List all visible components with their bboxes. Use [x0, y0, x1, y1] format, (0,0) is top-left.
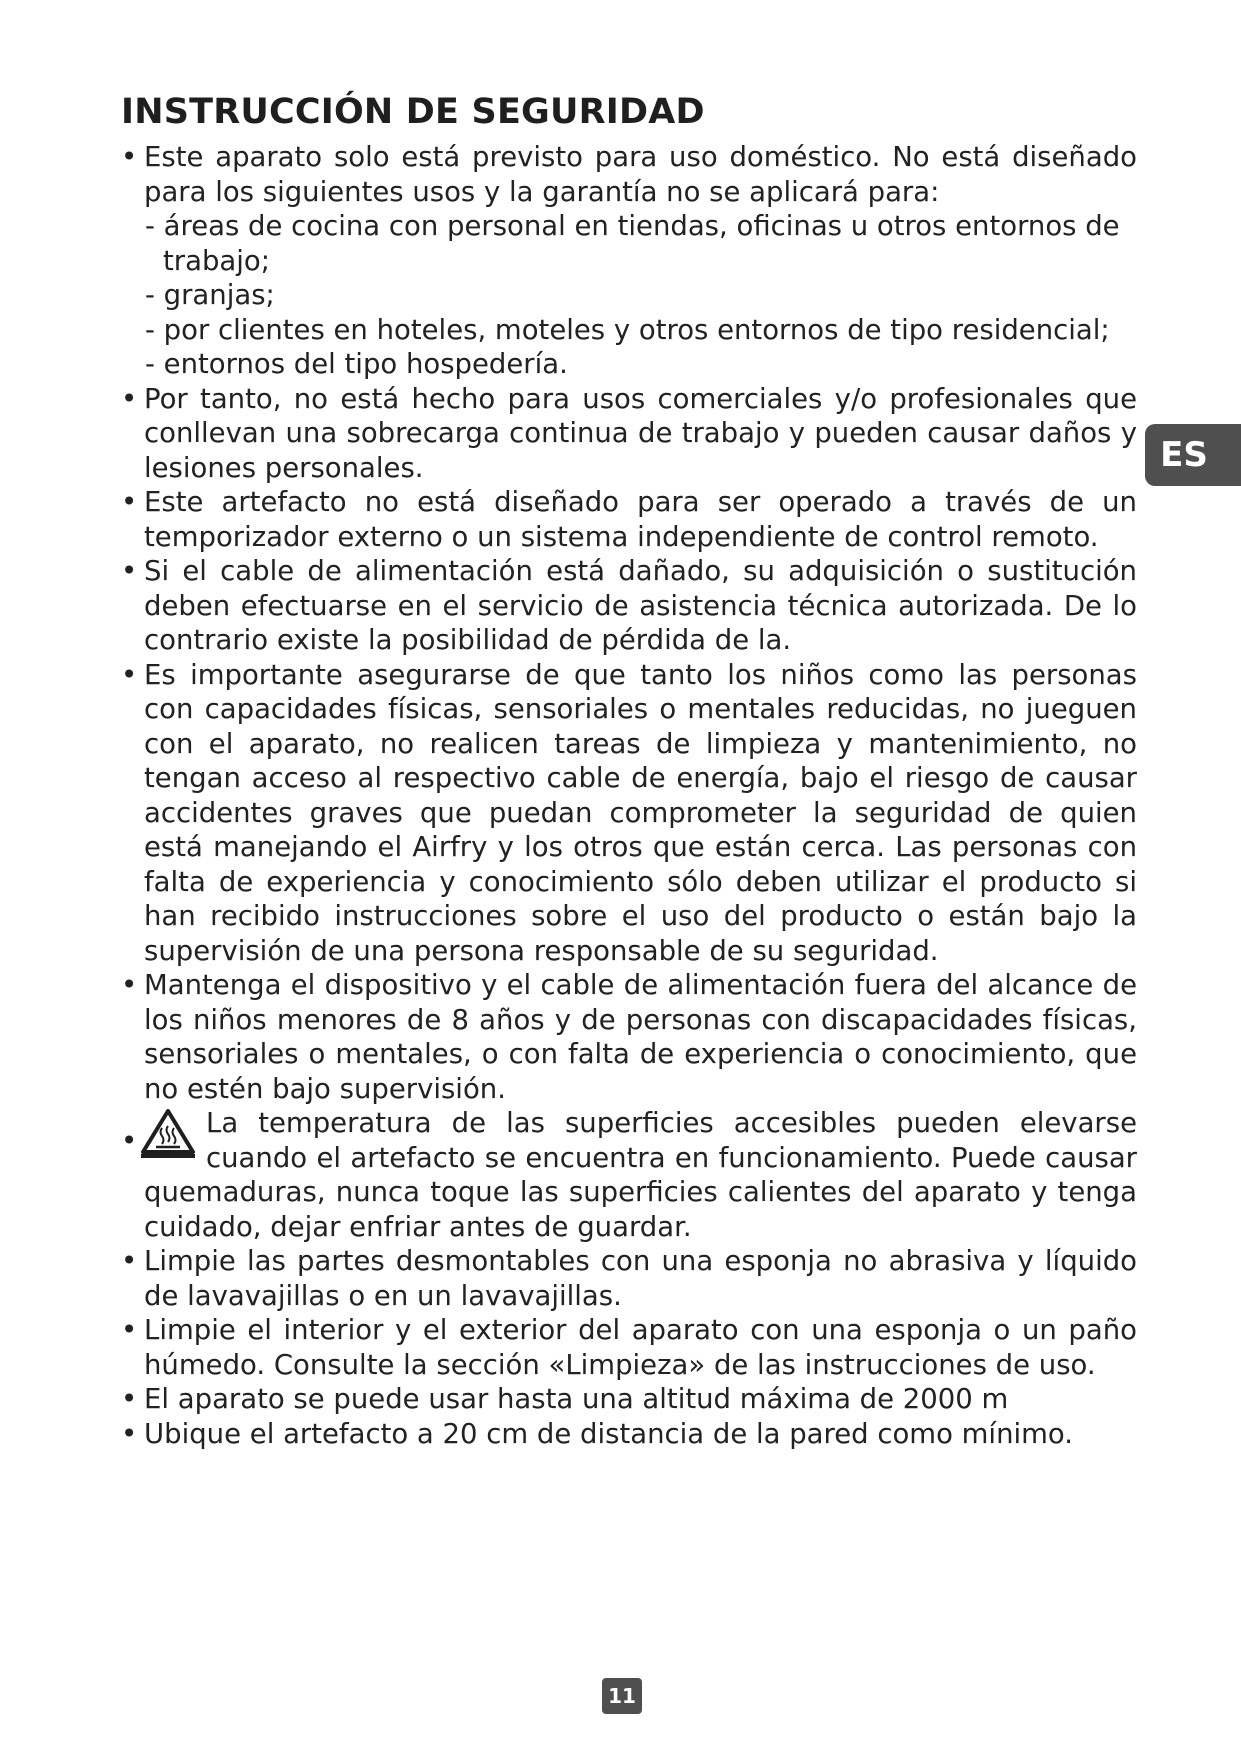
bullet: •	[121, 658, 138, 691]
list-item	[121, 140, 1137, 382]
sub-item: - áreas de cocina con personal en tiendas, oficinas u otros entornos de trabajo;	[145, 210, 1120, 277]
list-item-text: Es importante asegurarse de que tanto los niños como las personas con capacidades físicas, sensoriales o mentales reducidas, no jueguen con el aparato, no realicen tareas de limpieza y mantenimiento, no tengan acceso al respectivo cable de energía, bajo el riesgo de causar accidentes graves que puedan comprometer la seguridad de quien está manejando el Airfry y los otros que están cerca. Las personas con falta de experiencia y conocimiento sólo deben utilizar el producto si han recibido instrucciones sobre el uso del producto o están bajo la supervisión de una persona responsable de su seguridad.	[144, 658, 1137, 967]
language-tab: ES	[1145, 424, 1241, 486]
bullet: •	[121, 1245, 138, 1277]
list-item-text: Si el cable de alimentación está dañado, su adquisición o sustitución deben efectuarse en el servicio de asistencia técnica autorizada. De lo contrario existe la posibilidad de pérdida de la.	[144, 555, 1137, 656]
list-item-text: El aparato se puede usar hasta una altitud máxima de 2000 m	[144, 1383, 1009, 1415]
list-item	[121, 1382, 1137, 1417]
sub-item: - granjas;	[145, 279, 275, 311]
list-item-text: Mantenga el dispositivo y el cable de alimentación fuera del alcance de los niños menores de 8 años y de personas con discapacidades físicas, sensoriales o mentales, o con falta de experiencia o conocimiento, que no estén bajo supervisión.	[144, 969, 1137, 1105]
bullet: •	[121, 1417, 138, 1450]
list-item	[121, 485, 1137, 554]
list-item	[121, 968, 1137, 1106]
list-item-text: Este aparato solo está previsto para uso doméstico. No está diseñado para los siguientes usos y la garantía no se aplicará para:	[144, 141, 1137, 208]
list-item	[121, 658, 1137, 969]
safety-instructions-list	[121, 140, 1137, 1451]
list-item-text: Limpie el interior y el exterior del aparato con una esponja o un paño húmedo. Consulte la sección «Limpieza» de las instrucciones de uso.	[144, 1314, 1137, 1381]
list-item-text: Por tanto, no está hecho para usos comerciales y/o profesionales que conllevan una sobrecarga continua de trabajo y pueden causar daños y lesiones personales.	[144, 382, 1137, 484]
bullet: •	[121, 141, 138, 173]
list-item-hot-surface	[121, 1106, 1137, 1244]
page-title: INSTRUCCIÓN DE SEGURIDAD	[121, 92, 705, 132]
bullet: •	[121, 1314, 138, 1346]
list-item	[121, 1417, 1137, 1452]
list-item-text: Limpie las partes desmontables con una esponja no abrasiva y líquido de lavavajillas o en un lavavajillas.	[144, 1245, 1137, 1312]
list-item-text: La temperatura de las superficies accesibles pueden elevarse cuando el artefacto se encuentra en funcionamiento. Puede causar quemaduras, nunca toque las superficies calientes del aparato y tenga cuidado, dejar enfriar antes de guardar.	[144, 1107, 1137, 1243]
list-item	[121, 382, 1137, 486]
hot-surface-warning-icon	[140, 1108, 196, 1158]
bullet: •	[121, 555, 138, 587]
bullet: •	[121, 382, 138, 415]
list-item	[121, 554, 1137, 658]
bullet: •	[121, 486, 138, 518]
list-item-text: Ubique el artefacto a 20 cm de distancia de la pared como mínimo.	[144, 1417, 1074, 1450]
bullet: •	[121, 1125, 138, 1157]
page-number: 11	[602, 1678, 642, 1714]
list-item	[121, 1244, 1137, 1313]
list-item	[121, 1313, 1137, 1382]
bullet: •	[121, 1383, 138, 1415]
sub-item: - entornos del tipo hospedería.	[145, 348, 568, 380]
bullet: •	[121, 969, 138, 1001]
sub-item: - por clientes en hoteles, moteles y otros entornos de tipo residencial;	[145, 313, 1110, 346]
list-item-text: Este artefacto no está diseñado para ser operado a través de un temporizador externo o un sistema independiente de control remoto.	[144, 486, 1137, 553]
